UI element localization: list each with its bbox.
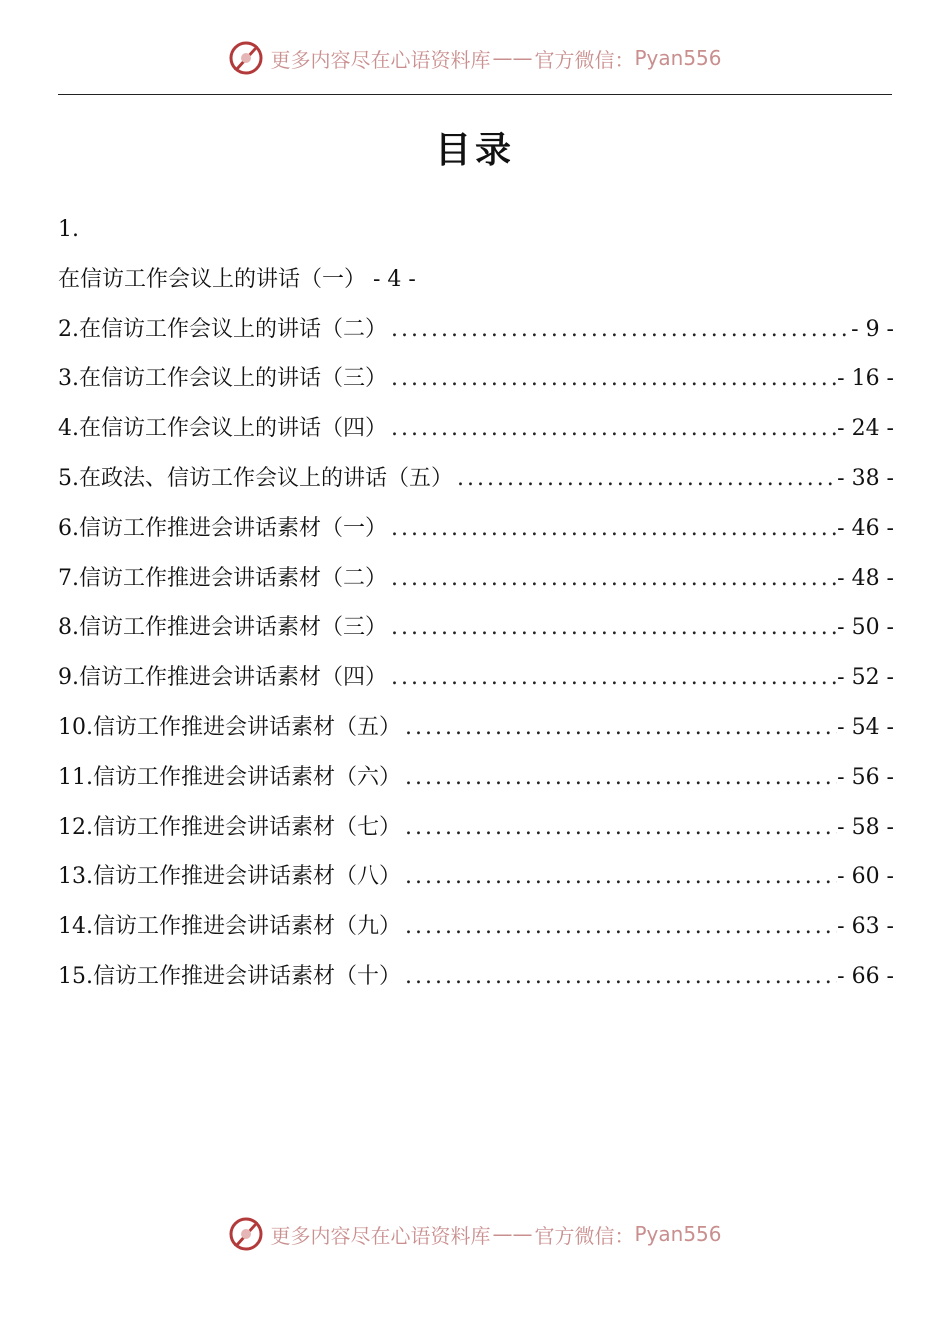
banner-text: 更多内容尽在心语资料库 [270,47,491,72]
toc-entry[interactable] [58,852,894,902]
toc-entry-page: - 9 - [851,316,894,342]
toc-leader-dots [401,703,837,753]
toc-entry-text: 12.信访工作推进会讲话素材（七） [58,814,401,840]
toc-entry[interactable] [58,703,894,753]
table-of-contents [58,205,894,1002]
banner-wechat-label: 官方微信： [534,47,635,72]
toc-leader-dots [387,504,837,554]
toc-entry[interactable] [58,653,894,703]
toc-entry-page: - 4 - [366,266,416,292]
toc-leader-dots [387,653,837,703]
toc-entry-page: - 60 - [837,864,894,890]
toc-entry-page: - 52 - [837,665,894,691]
toc-entry[interactable] [58,952,894,1002]
toc-entry-text: 5.在政法、信访工作会议上的讲话（五） [58,465,453,491]
toc-entry-page: - 58 - [837,814,894,840]
toc-entry[interactable] [58,305,894,355]
logo-icon [228,40,264,76]
toc-entry-text: 14.信访工作推进会讲话素材（九） [58,914,401,940]
toc-leader-dots [453,454,837,504]
toc-entry-text: 11.信访工作推进会讲话素材（六） [58,764,401,790]
toc-entry[interactable] [58,554,894,604]
toc-entry-text: 10.信访工作推进会讲话素材（五） [58,714,401,740]
toc-entry-page: - 54 - [837,714,894,740]
header-rule [58,94,892,95]
toc-entry-text: 7.信访工作推进会讲话素材（二） [58,565,387,591]
toc-entry-page: - 46 - [837,515,894,541]
toc-entry-page: - 56 - [837,764,894,790]
toc-entry-1[interactable] [58,255,894,305]
logo-icon [228,1216,264,1252]
toc-entry[interactable] [58,404,894,454]
banner-wechat-id: Pyan556 [634,1222,722,1246]
toc-entry[interactable] [58,803,894,853]
toc-entry[interactable] [58,504,894,554]
toc-leader-dots [401,852,837,902]
toc-leader-dots [387,404,837,454]
toc-leader-dots [387,305,851,355]
toc-leader-dots [401,803,837,853]
toc-entry-text: 在信访工作会议上的讲话（一） [58,266,367,292]
toc-leader-dots [387,603,837,653]
toc-entry-page: - 16 - [837,366,894,392]
toc-entry-page: - 48 - [837,565,894,591]
banner-dash: —— [492,1222,533,1246]
toc-entry-page: - 24 - [837,416,894,442]
toc-entry-text: 3.在信访工作会议上的讲话（三） [58,366,387,392]
page-title: 目录 [434,129,515,171]
toc-entry-number: 1. [58,217,79,242]
toc-entry-text: 4.在信访工作会议上的讲话（四） [58,416,387,442]
toc-entry-page: - 63 - [837,914,894,940]
toc-entry-page: - 50 - [837,615,894,641]
toc-leader-dots [401,753,837,803]
toc-entry[interactable] [58,354,894,404]
toc-entry-text: 15.信访工作推进会讲话素材（十） [58,963,401,989]
banner-text: 更多内容尽在心语资料库 [270,1223,491,1248]
header-banner [0,38,950,78]
toc-leader-dots [387,554,837,604]
toc-entry[interactable] [58,603,894,653]
toc-entry-page: - 66 - [837,963,894,989]
footer-banner [0,1214,950,1254]
toc-entry-page: - 38 - [837,465,894,491]
toc-entry[interactable] [58,902,894,952]
toc-entry-text: 9.信访工作推进会讲话素材（四） [58,665,387,691]
toc-entry[interactable] [58,753,894,803]
toc-leader-dots [401,902,837,952]
toc-entry-text: 13.信访工作推进会讲话素材（八） [58,864,401,890]
toc-entry-1-number[interactable] [58,205,894,255]
banner-wechat-id: Pyan556 [634,46,722,70]
toc-leader-dots [401,952,837,1002]
toc-entry[interactable] [58,454,894,504]
banner-wechat-label: 官方微信： [534,1223,635,1248]
toc-entry-text: 2.在信访工作会议上的讲话（二） [58,316,387,342]
banner-dash: —— [492,46,533,70]
toc-entry-text: 8.信访工作推进会讲话素材（三） [58,615,387,641]
toc-leader-dots [387,354,837,404]
toc-entry-text: 6.信访工作推进会讲话素材（一） [58,515,387,541]
